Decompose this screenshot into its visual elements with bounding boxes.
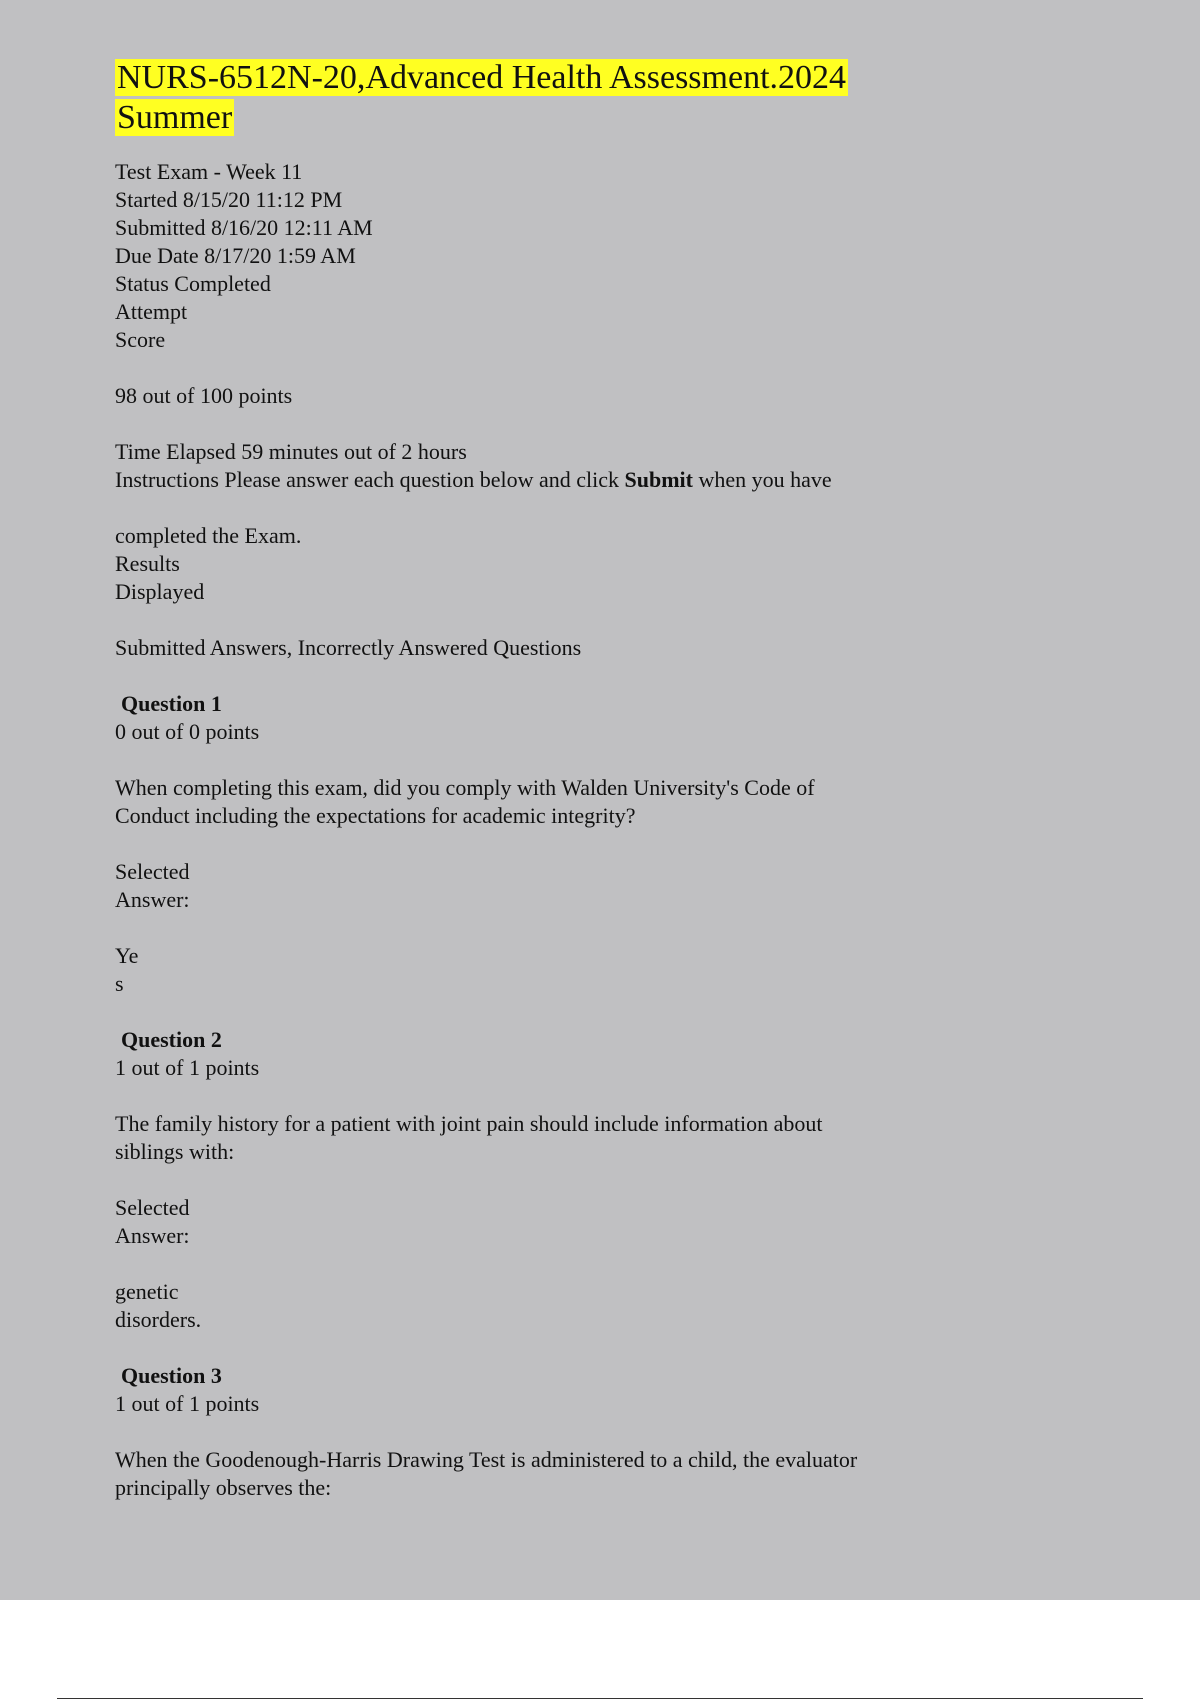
document-title (115, 58, 955, 138)
time-elapsed: Time Elapsed 59 minutes out of 2 hours (115, 439, 467, 464)
question-prompt: When completing this exam, did you comply with Walden University's Code of (115, 775, 815, 800)
results-label-1: Results (115, 551, 180, 576)
footer-divider (57, 1698, 1143, 1699)
question-prompt: When the Goodenough-Harris Drawing Test is administered to a child, the evaluator (115, 1447, 858, 1472)
question-block-2 (115, 1026, 955, 1334)
status-line: Status Completed (115, 271, 271, 296)
due-date-line: Due Date 8/17/20 1:59 AM (115, 243, 356, 268)
selected-answer-value-cont: disorders. (115, 1307, 202, 1332)
instructions-text-pre: Instructions Please answer each question below and click (115, 467, 625, 492)
started-line: Started 8/15/20 11:12 PM (115, 187, 343, 212)
instructions-line (115, 466, 955, 494)
question-prompt-cont: Conduct including the expectations for academic integrity? (115, 803, 636, 828)
selected-answer-label: Selected (115, 1195, 190, 1220)
question-prompt-cont: principally observes the: (115, 1475, 332, 1500)
question-title: Question 1 (121, 691, 222, 716)
question-block-1 (115, 690, 955, 998)
question-points: 1 out of 1 points (115, 1391, 260, 1416)
selected-answer-value: Ye (115, 943, 139, 968)
question-prompt: The family history for a patient with joint pain should include information about (115, 1111, 823, 1136)
score-value: 98 out of 100 points (115, 383, 293, 408)
selected-answer-label: Selected (115, 859, 190, 884)
selected-answer-label-cont: Answer: (115, 1223, 190, 1248)
question-block-3 (115, 1362, 955, 1502)
selected-answer-label-cont: Answer: (115, 887, 190, 912)
instructions-text-post: when you have (693, 467, 832, 492)
question-points: 1 out of 1 points (115, 1055, 260, 1080)
selected-answer-value-cont: s (115, 971, 124, 996)
instructions-continuation: completed the Exam. (115, 523, 302, 548)
question-prompt-cont: siblings with: (115, 1139, 235, 1164)
submitted-line: Submitted 8/16/20 12:11 AM (115, 215, 373, 240)
title-highlight: NURS-6512N-20,Advanced Health Assessment.2024 Summer (117, 59, 847, 136)
document-content (115, 58, 955, 1502)
score-label: Score (115, 327, 166, 352)
question-points: 0 out of 0 points (115, 719, 260, 744)
question-title: Question 3 (121, 1363, 222, 1388)
question-title: Question 2 (121, 1027, 222, 1052)
results-label-2: Displayed (115, 579, 205, 604)
results-value: Submitted Answers, Incorrectly Answered Questions (115, 635, 582, 660)
attempt-line: Attempt (115, 299, 188, 324)
test-name: Test Exam - Week 11 (115, 159, 303, 184)
instructions-submit-word: Submit (624, 467, 693, 492)
selected-answer-value: genetic (115, 1279, 179, 1304)
